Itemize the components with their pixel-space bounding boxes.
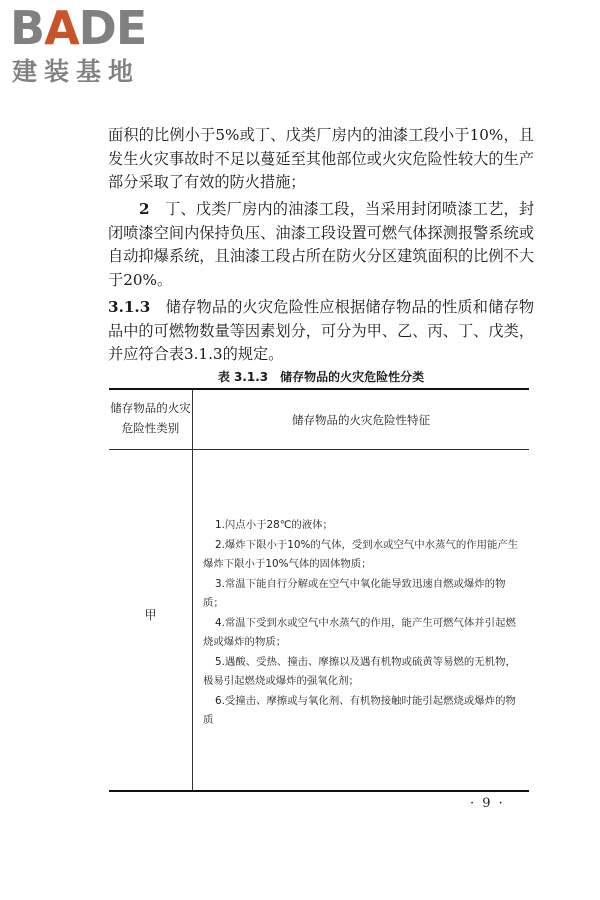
- logo-wordmark: [10, 1, 147, 55]
- features-cell: [203, 516, 521, 731]
- feature-item: 6.受撞击、摩擦或与氧化剂、有机物接触时能引起燃烧或爆炸的物质: [203, 694, 516, 726]
- brand-logo: [10, 1, 180, 92]
- clause-2-text: 丁、戊类厂房内的油漆工段，当采用封闭喷漆工艺，封闭喷漆空间内保持负压、油漆工段设置可燃气体探测报警系统或自动抑爆系统，且油漆工段占所在防火分区建筑面积的比例不大于20%。: [108, 200, 535, 289]
- feature-item: 3.常温下能自行分解或在空气中氧化能导致迅速自燃或爆炸的物质；: [203, 577, 506, 609]
- table-header-divider: [109, 449, 529, 450]
- feature-item: 2.爆炸下限小于10%的气体，受到水或空气中水蒸气的作用能产生爆炸下限小于10%气体的固体物质；: [203, 538, 519, 570]
- feature-item: 1.闪点小于28℃的液体；: [215, 519, 333, 531]
- feature-item: 4.常温下受到水或空气中水蒸气的作用，能产生可燃气体并引起燃烧或爆炸的物质；: [203, 616, 516, 648]
- header-category: 储存物品的火灾危险性类别: [110, 401, 191, 435]
- clause-3-1-3-text: 储存物品的火灾危险性应根据储存物品的性质和储存物品中的可燃物数量等因素划分，可分为甲、乙、丙、丁、戊类，并应符合表3.1.3的规定。: [108, 298, 535, 363]
- clause-3-1-3-number: 3.1.3: [108, 298, 151, 316]
- header-features: 储存物品的火灾危险性特征: [292, 413, 430, 427]
- clause-2-paragraph: [108, 198, 534, 292]
- clause-2-number: 2: [139, 200, 150, 218]
- feature-item: 5.遇酸、受热、撞击、摩擦以及遇有机物或硫黄等易燃的无机物，极易引起燃烧或爆炸的强氧化剂；: [203, 655, 516, 687]
- paragraph-continuation: 面积的比例小于5%或丁、戊类厂房内的油漆工段小于10%，且发生火灾事故时不足以蔓延至其他部位或火灾危险性较大的生产部分采取了有效的防火措施；: [108, 126, 534, 191]
- logo-chinese-name: 建装基地: [12, 57, 141, 86]
- category-cell: 甲: [144, 608, 157, 622]
- hazard-classification-table: [109, 388, 529, 792]
- page-number: · 9 ·: [470, 796, 505, 811]
- logo-letter-a: A: [44, 1, 79, 55]
- logo-letter-de: DE: [78, 1, 147, 55]
- clause-3-1-3-paragraph: [108, 296, 534, 367]
- logo-letter-b: B: [10, 1, 45, 55]
- table-column-divider: [192, 390, 193, 790]
- table-caption: 表 3.1.3 储存物品的火灾危险性分类: [217, 370, 425, 384]
